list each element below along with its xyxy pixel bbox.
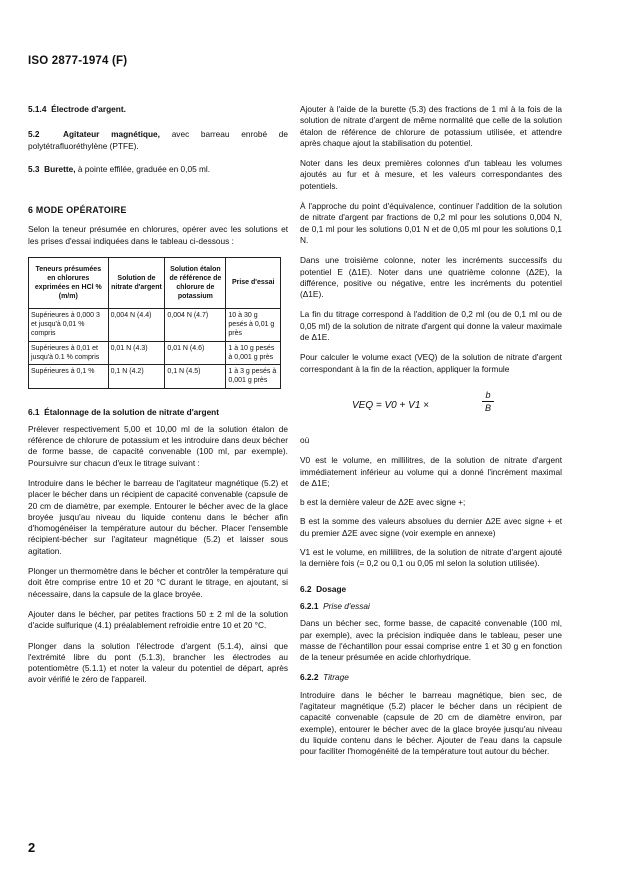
paragraph: Plonger un thermomètre dans le bécher et contrôler la température qui doit être comprise entre 10 et 20 °C durant le titrage, en ajoutant, si nécessaire, dans la capsule de la glace broyée. bbox=[28, 566, 288, 599]
paragraph: Plonger dans la solution l'électrode d'argent (5.1.4), ainsi que l'extrémité libre du pont (5.1.3), brancher les électrodes au potentiomètre (5.1.1) et noter la valeur du potentiel de départ, après avoir vérifié le zéro de l'appareil. bbox=[28, 640, 288, 685]
section-title: Dosage bbox=[316, 583, 347, 594]
paragraph: Prélever respectivement 5,00 et 10,00 ml de la solution étalon de référence de chlorure de potassium et les introduire dans deux bécher de forme basse, de capacité convenable (100 ml, par exemple). Poursuivre sur chacun d'eux le titrage suivant : bbox=[28, 423, 288, 468]
section-6-2-2-heading bbox=[300, 672, 562, 683]
table-cell: 0,004 N (4.7) bbox=[165, 309, 226, 342]
table-row bbox=[29, 309, 281, 342]
table-row bbox=[29, 341, 281, 364]
paragraph: La fin du titrage correspond à l'addition de 0,2 ml (ou de 0,1 ml ou de 0,05 ml) de la solution de nitrate d'argent qui donne la valeur maximale de Δ1E. bbox=[300, 309, 562, 343]
table-header-row bbox=[29, 258, 281, 309]
section-number: 6.2.2 bbox=[300, 672, 319, 683]
table-cell: Supérieures à 0,01 et jusqu'à 0.1 % compris bbox=[29, 341, 109, 364]
section-number: 5.2 bbox=[28, 129, 40, 140]
section-6-2-heading bbox=[300, 584, 562, 595]
table-header-cell: Solution étalon de référence de chlorure de potassium bbox=[165, 258, 226, 309]
section-title: Agitateur magnétique, bbox=[62, 129, 160, 140]
document-header: ISO 2877-1974 (F) bbox=[28, 55, 128, 67]
paragraph: Ajouter dans le bécher, par petites fractions 50 ± 2 ml de la solution d'acide sulfurique (4.1) préalablement refroidie entre 10 et 20 °C. bbox=[28, 608, 288, 631]
definition: b est la dernière valeur de Δ2E avec signe +; bbox=[300, 497, 466, 508]
section-6-heading: 6 MODE OPÉRATOIRE bbox=[28, 205, 127, 216]
section-6-1-heading bbox=[28, 407, 288, 418]
paragraph: Dans un bécher sec, forme basse, de capacité convenable (100 ml, par exemple), avec la précision indiquée dans le tableau, peser une masse de l'échantillon pour essai comprise entre 1 et 30 g en fonction de la teneur présumée en acide chlorhydrique. bbox=[300, 618, 562, 663]
section-title: Prise d'essai bbox=[323, 600, 370, 611]
section-number: 6.2 bbox=[300, 583, 312, 594]
paragraph: À l'approche du point d'équivalence, continuer l'addition de la solution de nitrate d'argent par fractions de 0,2 ml pour les solutions 0,004 N, de 0,1 ml pour les solutions 0,01 N et de 0,05 ml pour les solutions 0,1 N. bbox=[300, 201, 562, 245]
section-number: 5.1.4 bbox=[28, 104, 47, 114]
section-5-3 bbox=[28, 164, 288, 175]
table-cell: 0,01 N (4.3) bbox=[108, 341, 165, 364]
section-number: 6.1 bbox=[28, 406, 40, 417]
formula-numerator: b bbox=[485, 389, 491, 400]
section-title: Titrage bbox=[323, 672, 349, 683]
paragraph: Introduire dans le bécher le barreau de l'agitateur magnétique (5.2) et placer le bécher dans un récipient de capacité convenable (capsule de 20 cm de diamètre, par exemple. Entourer le bécher avec de la glace broyée jusqu'au niveau du liquide contenu dans le bécher afin d'homogénéiser la température autour du bécher. Placer l'ensemble récipient-bécher sur l'agitateur magnétique (5.2) et laisser sous agitation. bbox=[28, 477, 288, 556]
table-cell: Supérieures à 0,000 3 et jusqu'à 0,01 % compris bbox=[29, 309, 109, 342]
formula-lhs: VEQ = V0 + V1 × bbox=[352, 399, 429, 411]
page-number: 2 bbox=[28, 840, 36, 855]
table-cell: 1 à 10 g pesés à 0,001 g près bbox=[226, 341, 281, 364]
formula-fraction bbox=[482, 389, 494, 414]
section-6-2-1-heading bbox=[300, 601, 562, 612]
table-cell: 0,01 N (4.6) bbox=[165, 341, 226, 364]
section-text: à pointe effilée, graduée en 0,05 ml. bbox=[77, 163, 211, 174]
paragraph: Ajouter à l'aide de la burette (5.3) des fractions de 1 ml à la fois de la solution de nitrate d'argent de même normalité que celle de la solution étalon de référence de chlorure de potassium utilisée, et attendre après chaque ajout la stabilisation du potentiel. bbox=[300, 104, 562, 148]
table-row bbox=[29, 365, 281, 388]
paragraph: Introduire dans le bécher le barreau magnétique, bien sec, de l'agitateur magnétique (5.2) placer le bécher dans un récipient de capacité convenable (capsule de 20 cm de diamètre environ, par exemple), entourer le bécher avec de la glace broyée jusqu'au niveau du liquide contenu dans le bécher. Ajouter de l'eau dans la capsule pour faciliter l'homogénéité de la température tout autour du bécher. bbox=[300, 689, 562, 757]
paragraph: Pour calculer le volume exact (VEQ) de la solution de nitrate d'argent correspondant à la fin de la réaction, appliquer la formule bbox=[300, 352, 562, 374]
definition: V1 est le volume, en millilitres, de la solution de nitrate d'argent ajouté la dernière fois (= 0,2 ou 0,1 ou 0,05 ml selon la solution utilisée). bbox=[300, 547, 562, 569]
table-cell: 0,004 N (4.4) bbox=[108, 309, 165, 342]
table-cell: 1 à 3 g pesés à 0,001 g près bbox=[226, 365, 281, 388]
paragraph: Noter dans les deux premières colonnes d'un tableau les volumes ajoutés au fur et à mesure, et les valeurs correspondantes des potentiels. bbox=[300, 158, 562, 191]
section-5-2 bbox=[28, 129, 288, 152]
definition: B est la somme des valeurs absolues du dernier Δ2E avec signe + et du premier Δ2E avec signe (voir exemple en annexe) bbox=[300, 516, 562, 538]
table-cell: 0,1 N (4.5) bbox=[165, 365, 226, 388]
table-cell: Supérieures à 0,1 % bbox=[29, 365, 109, 388]
where-label: où bbox=[300, 434, 310, 445]
table-cell: 10 à 30 g pesés à 0,01 g près bbox=[226, 309, 281, 342]
left-column bbox=[28, 104, 288, 695]
section-text: avec barreau enrobé de polytétrafluoréthylène (PTFE). bbox=[28, 129, 288, 151]
section-title: Électrode d'argent. bbox=[51, 104, 126, 114]
section-title: Burette, bbox=[44, 163, 76, 174]
right-column bbox=[300, 104, 562, 766]
section-5-1-4 bbox=[28, 104, 288, 115]
table-header-cell: Solution de nitrate d'argent bbox=[108, 258, 165, 309]
definition: V0 est le volume, en millilitres, de la solution de nitrate d'argent immédiatement inférieur au volume qui a donné l'incrément maximal de Δ1E; bbox=[300, 455, 562, 488]
section-number: 5.3 bbox=[28, 163, 40, 174]
paragraph: Dans une troisième colonne, noter les incréments successifs du potentiel E (Δ1E). Noter dans une quatrième colonne (Δ2E), la différence, positive ou négative, entre les incréments du potentiel (Δ1E). bbox=[300, 255, 562, 300]
section-6-intro: Selon la teneur présumée en chlorures, opérer avec les solutions et les prises d'essai indiquées dans le tableau ci-dessous : bbox=[28, 224, 288, 246]
chloride-table bbox=[28, 257, 281, 388]
formula-denominator: B bbox=[482, 401, 494, 414]
section-number: 6.2.1 bbox=[300, 600, 319, 611]
table-cell: 0,1 N (4.2) bbox=[108, 365, 165, 388]
section-title: Étalonnage de la solution de nitrate d'argent bbox=[44, 406, 220, 417]
formula bbox=[300, 389, 562, 425]
table-header-cell: Teneurs présumées en chlorures exprimées en HCl % (m/m) bbox=[29, 258, 109, 309]
table-header-cell: Prise d'essai bbox=[226, 258, 281, 309]
